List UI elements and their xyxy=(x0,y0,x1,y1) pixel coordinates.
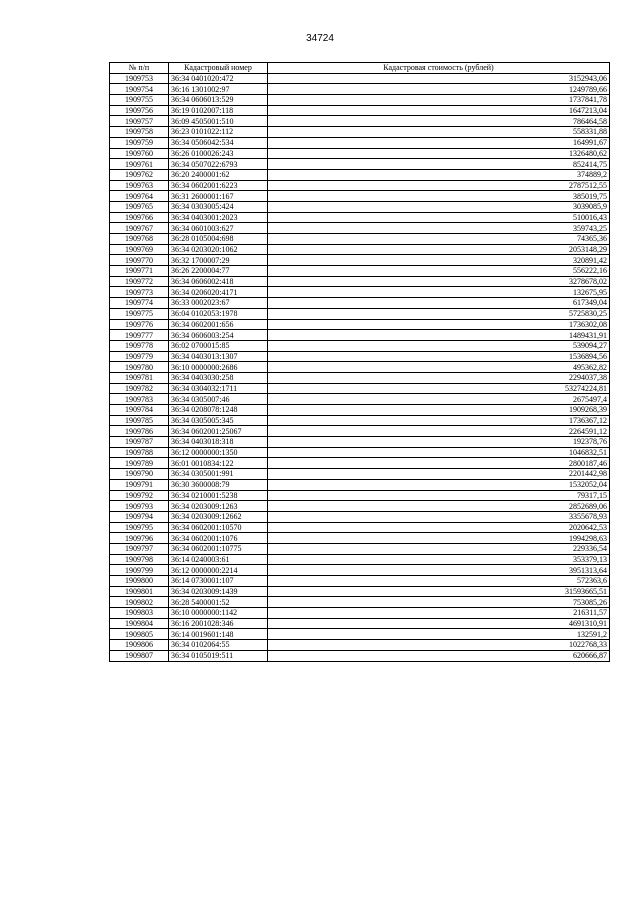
row-cadastral-number: 36:09 4505001:510 xyxy=(169,116,268,127)
row-cadastral-cost: 753085,26 xyxy=(268,597,610,608)
header-num: № п/п xyxy=(110,63,169,74)
row-num: 1909779 xyxy=(110,351,169,362)
row-num: 1909796 xyxy=(110,533,169,544)
row-cadastral-number: 36:34 0203009:1439 xyxy=(169,586,268,597)
table-row xyxy=(110,287,610,298)
row-cadastral-cost: 320891,42 xyxy=(268,255,610,266)
row-cadastral-number: 36:34 0403013:1307 xyxy=(169,351,268,362)
row-num: 1909760 xyxy=(110,148,169,159)
row-cadastral-cost: 5725830,25 xyxy=(268,308,610,319)
row-num: 1909782 xyxy=(110,383,169,394)
row-cadastral-number: 36:02 0700015:85 xyxy=(169,340,268,351)
row-cadastral-number: 36:19 0102007:118 xyxy=(169,105,268,116)
row-cadastral-cost: 556222,16 xyxy=(268,266,610,277)
row-num: 1909753 xyxy=(110,73,169,84)
row-cadastral-cost: 2020642,53 xyxy=(268,522,610,533)
header-cadastral-number: Кадастровый номер xyxy=(169,63,268,74)
table-row xyxy=(110,650,610,661)
row-cadastral-number: 36:10 0000000:2686 xyxy=(169,362,268,373)
row-num: 1909774 xyxy=(110,298,169,309)
row-cadastral-number: 36:34 0602001:6223 xyxy=(169,180,268,191)
row-cadastral-number: 36:14 0730001:107 xyxy=(169,576,268,587)
row-cadastral-number: 36:34 0206020:4171 xyxy=(169,287,268,298)
row-num: 1909775 xyxy=(110,308,169,319)
row-num: 1909804 xyxy=(110,618,169,629)
row-cadastral-cost: 3152943,06 xyxy=(268,73,610,84)
row-cadastral-number: 36:28 5400001:52 xyxy=(169,597,268,608)
row-cadastral-number: 36:34 0602001:25067 xyxy=(169,426,268,437)
row-cadastral-cost: 2294037,38 xyxy=(268,372,610,383)
row-num: 1909787 xyxy=(110,437,169,448)
table-row xyxy=(110,501,610,512)
table-row xyxy=(110,415,610,426)
row-cadastral-cost: 558331,88 xyxy=(268,127,610,138)
table-row xyxy=(110,137,610,148)
table-row xyxy=(110,223,610,234)
table-row xyxy=(110,511,610,522)
row-cadastral-cost: 1326480,62 xyxy=(268,148,610,159)
row-num: 1909794 xyxy=(110,511,169,522)
row-cadastral-cost: 2852689,06 xyxy=(268,501,610,512)
table-row xyxy=(110,437,610,448)
row-num: 1909788 xyxy=(110,447,169,458)
row-cadastral-number: 36:34 0305007:46 xyxy=(169,394,268,405)
row-num: 1909792 xyxy=(110,490,169,501)
row-cadastral-cost: 2800187,46 xyxy=(268,458,610,469)
row-cadastral-cost: 192378,76 xyxy=(268,437,610,448)
row-num: 1909764 xyxy=(110,191,169,202)
row-cadastral-cost: 3355678,93 xyxy=(268,511,610,522)
table-row xyxy=(110,490,610,501)
row-cadastral-number: 36:14 0019601:148 xyxy=(169,629,268,640)
row-num: 1909795 xyxy=(110,522,169,533)
row-num: 1909762 xyxy=(110,169,169,180)
row-num: 1909778 xyxy=(110,340,169,351)
row-cadastral-number: 36:34 0403001:2023 xyxy=(169,212,268,223)
row-num: 1909761 xyxy=(110,159,169,170)
table-row xyxy=(110,426,610,437)
row-num: 1909803 xyxy=(110,608,169,619)
header-row xyxy=(110,63,610,74)
row-cadastral-number: 36:34 0403018:318 xyxy=(169,437,268,448)
table-row xyxy=(110,383,610,394)
row-cadastral-number: 36:31 2600001:167 xyxy=(169,191,268,202)
table-row xyxy=(110,159,610,170)
row-cadastral-number: 36:34 0602001:1076 xyxy=(169,533,268,544)
row-cadastral-cost: 4691310,91 xyxy=(268,618,610,629)
table-row xyxy=(110,554,610,565)
row-cadastral-number: 36:32 1700007:29 xyxy=(169,255,268,266)
row-cadastral-cost: 2053148,29 xyxy=(268,244,610,255)
table-row xyxy=(110,640,610,651)
table-row xyxy=(110,469,610,480)
row-num: 1909785 xyxy=(110,415,169,426)
row-cadastral-number: 36:34 0305001:991 xyxy=(169,469,268,480)
row-num: 1909800 xyxy=(110,576,169,587)
row-num: 1909807 xyxy=(110,650,169,661)
row-num: 1909770 xyxy=(110,255,169,266)
table-row xyxy=(110,522,610,533)
row-cadastral-cost: 3278678,02 xyxy=(268,276,610,287)
row-cadastral-number: 36:34 0602001:10570 xyxy=(169,522,268,533)
row-cadastral-cost: 1736302,08 xyxy=(268,319,610,330)
row-cadastral-number: 36:34 0102064:55 xyxy=(169,640,268,651)
table-row xyxy=(110,191,610,202)
row-cadastral-cost: 1737841,78 xyxy=(268,95,610,106)
table-row xyxy=(110,543,610,554)
row-num: 1909766 xyxy=(110,212,169,223)
row-cadastral-cost: 786464,58 xyxy=(268,116,610,127)
row-cadastral-number: 36:26 2200004:77 xyxy=(169,266,268,277)
row-cadastral-cost: 3951313,64 xyxy=(268,565,610,576)
row-cadastral-cost: 1736367,12 xyxy=(268,415,610,426)
table-row xyxy=(110,330,610,341)
row-cadastral-number: 36:34 0403030:258 xyxy=(169,372,268,383)
row-cadastral-number: 36:10 0000000:1142 xyxy=(169,608,268,619)
row-cadastral-cost: 495362,82 xyxy=(268,362,610,373)
row-num: 1909771 xyxy=(110,266,169,277)
table-row xyxy=(110,95,610,106)
row-cadastral-cost: 1249789,66 xyxy=(268,84,610,95)
row-cadastral-number: 36:34 0506042:534 xyxy=(169,137,268,148)
row-cadastral-cost: 79317,15 xyxy=(268,490,610,501)
row-cadastral-number: 36:34 0507022:6793 xyxy=(169,159,268,170)
row-num: 1909767 xyxy=(110,223,169,234)
table-row xyxy=(110,276,610,287)
row-cadastral-number: 36:34 0601003:627 xyxy=(169,223,268,234)
table-row xyxy=(110,372,610,383)
row-cadastral-number: 36:34 0305005:345 xyxy=(169,415,268,426)
row-cadastral-cost: 53274224,81 xyxy=(268,383,610,394)
row-cadastral-number: 36:34 0606002:418 xyxy=(169,276,268,287)
row-num: 1909754 xyxy=(110,84,169,95)
table-row xyxy=(110,105,610,116)
row-cadastral-number: 36:12 0000000:2214 xyxy=(169,565,268,576)
row-cadastral-number: 36:34 0401020:472 xyxy=(169,73,268,84)
row-num: 1909757 xyxy=(110,116,169,127)
row-cadastral-cost: 1046832,51 xyxy=(268,447,610,458)
row-cadastral-cost: 359743,25 xyxy=(268,223,610,234)
table-row xyxy=(110,405,610,416)
row-cadastral-number: 36:20 2400001:62 xyxy=(169,169,268,180)
row-num: 1909759 xyxy=(110,137,169,148)
row-num: 1909773 xyxy=(110,287,169,298)
row-cadastral-number: 36:30 3600008:79 xyxy=(169,479,268,490)
row-cadastral-number: 36:34 0208078:1248 xyxy=(169,405,268,416)
table-row xyxy=(110,629,610,640)
row-cadastral-cost: 539094,27 xyxy=(268,340,610,351)
row-cadastral-number: 36:34 0304032:1711 xyxy=(169,383,268,394)
table-row xyxy=(110,479,610,490)
row-cadastral-number: 36:23 0101022:112 xyxy=(169,127,268,138)
table-row xyxy=(110,608,610,619)
table-row xyxy=(110,576,610,587)
row-cadastral-number: 36:34 0602001:10775 xyxy=(169,543,268,554)
table-row xyxy=(110,351,610,362)
row-cadastral-number: 36:14 0240003:61 xyxy=(169,554,268,565)
row-num: 1909790 xyxy=(110,469,169,480)
table-row xyxy=(110,148,610,159)
row-cadastral-number: 36:34 0606003:254 xyxy=(169,330,268,341)
row-num: 1909802 xyxy=(110,597,169,608)
table-row xyxy=(110,244,610,255)
table-row xyxy=(110,234,610,245)
row-num: 1909789 xyxy=(110,458,169,469)
table-row xyxy=(110,308,610,319)
row-num: 1909801 xyxy=(110,586,169,597)
table-row xyxy=(110,180,610,191)
row-num: 1909763 xyxy=(110,180,169,191)
row-num: 1909805 xyxy=(110,629,169,640)
table-row xyxy=(110,586,610,597)
row-cadastral-cost: 1536894,56 xyxy=(268,351,610,362)
row-cadastral-number: 36:04 0102053:1978 xyxy=(169,308,268,319)
row-cadastral-number: 36:34 0606013:529 xyxy=(169,95,268,106)
row-num: 1909758 xyxy=(110,127,169,138)
row-cadastral-number: 36:34 0210001:5238 xyxy=(169,490,268,501)
row-num: 1909776 xyxy=(110,319,169,330)
row-cadastral-cost: 132591,2 xyxy=(268,629,610,640)
row-cadastral-cost: 229336,54 xyxy=(268,543,610,554)
table-row xyxy=(110,212,610,223)
row-cadastral-cost: 74365,36 xyxy=(268,234,610,245)
row-cadastral-number: 36:28 0105004:698 xyxy=(169,234,268,245)
row-cadastral-cost: 2201442,98 xyxy=(268,469,610,480)
table-row xyxy=(110,116,610,127)
row-cadastral-cost: 1647213,04 xyxy=(268,105,610,116)
row-cadastral-cost: 164991,67 xyxy=(268,137,610,148)
table-row xyxy=(110,266,610,277)
row-cadastral-cost: 2264591,12 xyxy=(268,426,610,437)
row-num: 1909777 xyxy=(110,330,169,341)
row-num: 1909783 xyxy=(110,394,169,405)
row-num: 1909781 xyxy=(110,372,169,383)
row-cadastral-cost: 510016,43 xyxy=(268,212,610,223)
row-cadastral-cost: 385019,75 xyxy=(268,191,610,202)
row-cadastral-number: 36:16 2001028:346 xyxy=(169,618,268,629)
row-num: 1909772 xyxy=(110,276,169,287)
table-row xyxy=(110,447,610,458)
table-row xyxy=(110,565,610,576)
row-num: 1909756 xyxy=(110,105,169,116)
row-num: 1909786 xyxy=(110,426,169,437)
table-row xyxy=(110,73,610,84)
row-cadastral-cost: 852414,75 xyxy=(268,159,610,170)
row-num: 1909769 xyxy=(110,244,169,255)
table-row xyxy=(110,394,610,405)
row-num: 1909806 xyxy=(110,640,169,651)
row-cadastral-number: 36:26 0100026:243 xyxy=(169,148,268,159)
row-cadastral-number: 36:34 0105019:511 xyxy=(169,650,268,661)
table-row xyxy=(110,84,610,95)
row-cadastral-cost: 1532052,04 xyxy=(268,479,610,490)
row-cadastral-cost: 132675,95 xyxy=(268,287,610,298)
row-num: 1909797 xyxy=(110,543,169,554)
row-cadastral-cost: 1909268,39 xyxy=(268,405,610,416)
table-row xyxy=(110,319,610,330)
row-cadastral-number: 36:33 0002023:67 xyxy=(169,298,268,309)
table-row xyxy=(110,362,610,373)
row-num: 1909765 xyxy=(110,201,169,212)
table-row xyxy=(110,169,610,180)
table-body xyxy=(110,73,610,661)
table-row xyxy=(110,533,610,544)
cadastral-cost-table xyxy=(109,62,610,662)
row-cadastral-cost: 620666,87 xyxy=(268,650,610,661)
table-row xyxy=(110,458,610,469)
header-cadastral-cost: Кадастровая стоимость (рублей) xyxy=(268,63,610,74)
row-num: 1909798 xyxy=(110,554,169,565)
table-header xyxy=(110,63,610,74)
row-cadastral-cost: 1489431,91 xyxy=(268,330,610,341)
row-cadastral-number: 36:34 0602001:656 xyxy=(169,319,268,330)
table-row xyxy=(110,127,610,138)
row-num: 1909784 xyxy=(110,405,169,416)
table-row xyxy=(110,255,610,266)
row-cadastral-cost: 2675497,4 xyxy=(268,394,610,405)
row-cadastral-number: 36:34 0203009:1263 xyxy=(169,501,268,512)
row-num: 1909768 xyxy=(110,234,169,245)
table-row xyxy=(110,340,610,351)
row-num: 1909793 xyxy=(110,501,169,512)
row-num: 1909799 xyxy=(110,565,169,576)
row-cadastral-cost: 617349,04 xyxy=(268,298,610,309)
row-cadastral-cost: 2787512,55 xyxy=(268,180,610,191)
row-cadastral-cost: 3039085,9 xyxy=(268,201,610,212)
row-num: 1909780 xyxy=(110,362,169,373)
row-cadastral-cost: 572363,6 xyxy=(268,576,610,587)
row-cadastral-number: 36:34 0303005:424 xyxy=(169,201,268,212)
table-row xyxy=(110,298,610,309)
row-cadastral-number: 36:16 1301002:97 xyxy=(169,84,268,95)
table-row xyxy=(110,201,610,212)
table-row xyxy=(110,618,610,629)
row-cadastral-cost: 374889,2 xyxy=(268,169,610,180)
row-num: 1909755 xyxy=(110,95,169,106)
row-cadastral-cost: 1994298,63 xyxy=(268,533,610,544)
row-cadastral-number: 36:01 0010834:122 xyxy=(169,458,268,469)
table-row xyxy=(110,597,610,608)
row-num: 1909791 xyxy=(110,479,169,490)
row-cadastral-cost: 31593665,51 xyxy=(268,586,610,597)
row-cadastral-number: 36:34 0203020:1062 xyxy=(169,244,268,255)
row-cadastral-cost: 216311,57 xyxy=(268,608,610,619)
row-cadastral-number: 36:12 0000000:1350 xyxy=(169,447,268,458)
row-cadastral-cost: 353379,13 xyxy=(268,554,610,565)
row-cadastral-cost: 1022768,33 xyxy=(268,640,610,651)
row-cadastral-number: 36:34 0203009:12662 xyxy=(169,511,268,522)
page-number: 34724 xyxy=(306,33,334,44)
